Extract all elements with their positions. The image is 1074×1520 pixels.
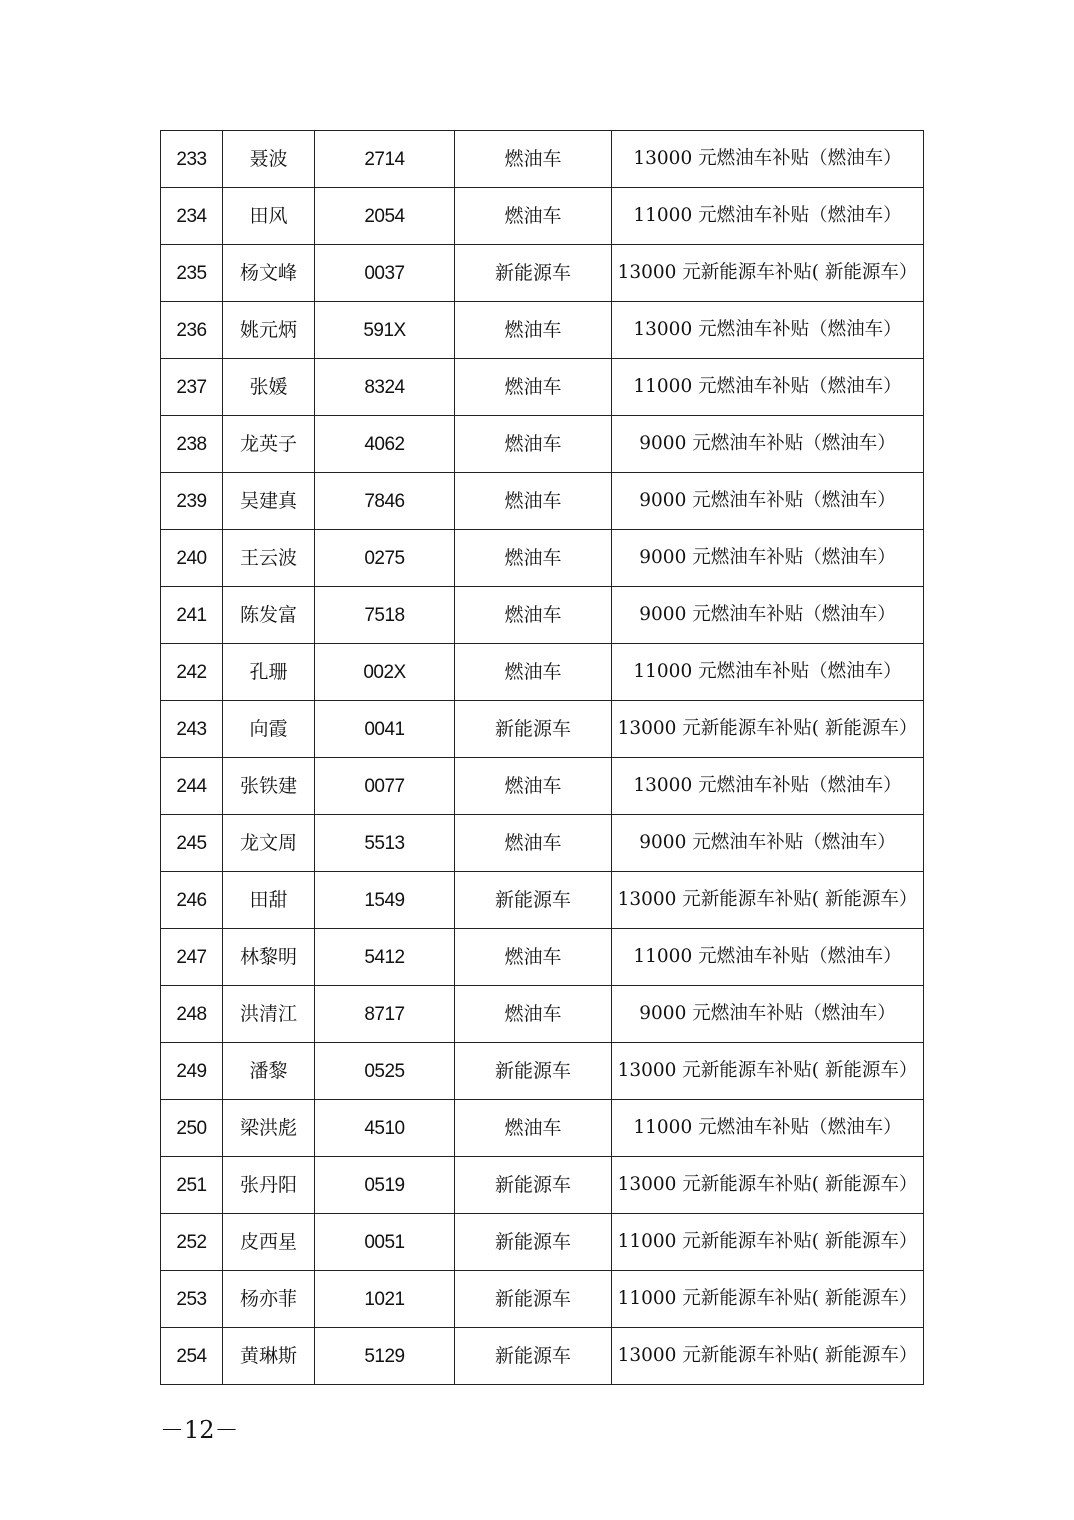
name-cell: 潘黎 [223,1043,315,1100]
name-cell: 林黎明 [223,929,315,986]
row-number-cell: 253 [161,1271,223,1328]
id-suffix-cell: 002X [315,644,455,701]
row-number-cell: 241 [161,587,223,644]
id-suffix-cell: 0037 [315,245,455,302]
table-row [161,473,924,530]
name-cell: 姚元炳 [223,302,315,359]
name-cell: 张丹阳 [223,1157,315,1214]
name-cell: 张媛 [223,359,315,416]
id-suffix-cell: 2714 [315,131,455,188]
subsidy-cell: 13000 元新能源车补贴( 新能源车） [612,701,924,758]
id-suffix-cell: 0519 [315,1157,455,1214]
row-number-cell: 248 [161,986,223,1043]
row-number-cell: 250 [161,1100,223,1157]
vehicle-type-cell: 新能源车 [455,1271,612,1328]
vehicle-type-cell: 燃油车 [455,131,612,188]
vehicle-type-cell: 燃油车 [455,473,612,530]
page-number: －12－ [160,1416,239,1444]
subsidy-cell: 11000 元新能源车补贴( 新能源车） [612,1214,924,1271]
name-cell: 孔珊 [223,644,315,701]
table-row [161,1043,924,1100]
subsidy-cell: 9000 元燃油车补贴（燃油车） [612,473,924,530]
id-suffix-cell: 5412 [315,929,455,986]
row-number-cell: 247 [161,929,223,986]
id-suffix-cell: 7518 [315,587,455,644]
subsidy-cell: 9000 元燃油车补贴（燃油车） [612,530,924,587]
table-row [161,986,924,1043]
vehicle-type-cell: 新能源车 [455,1157,612,1214]
name-cell: 皮西星 [223,1214,315,1271]
table-row [161,245,924,302]
vehicle-type-cell: 燃油车 [455,986,612,1043]
id-suffix-cell: 0525 [315,1043,455,1100]
table-row [161,416,924,473]
id-suffix-cell: 4062 [315,416,455,473]
subsidy-cell: 11000 元燃油车补贴（燃油车） [612,188,924,245]
table-row [161,1328,924,1385]
table-row [161,302,924,359]
row-number-cell: 233 [161,131,223,188]
id-suffix-cell: 8717 [315,986,455,1043]
vehicle-type-cell: 新能源车 [455,1043,612,1100]
id-suffix-cell: 8324 [315,359,455,416]
table-row [161,758,924,815]
vehicle-type-cell: 燃油车 [455,416,612,473]
subsidy-cell: 13000 元新能源车补贴( 新能源车） [612,1328,924,1385]
name-cell: 龙英子 [223,416,315,473]
vehicle-type-cell: 燃油车 [455,188,612,245]
table-row [161,929,924,986]
table-row [161,1271,924,1328]
subsidy-cell: 11000 元新能源车补贴( 新能源车） [612,1271,924,1328]
id-suffix-cell: 5513 [315,815,455,872]
subsidy-cell: 13000 元燃油车补贴（燃油车） [612,302,924,359]
name-cell: 张铁建 [223,758,315,815]
vehicle-type-cell: 新能源车 [455,1328,612,1385]
table-row [161,587,924,644]
id-suffix-cell: 0275 [315,530,455,587]
row-number-cell: 243 [161,701,223,758]
id-suffix-cell: 4510 [315,1100,455,1157]
id-suffix-cell: 5129 [315,1328,455,1385]
id-suffix-cell: 0041 [315,701,455,758]
subsidy-cell: 13000 元燃油车补贴（燃油车） [612,758,924,815]
subsidy-cell: 13000 元新能源车补贴( 新能源车） [612,1157,924,1214]
vehicle-type-cell: 新能源车 [455,245,612,302]
subsidy-cell: 9000 元燃油车补贴（燃油车） [612,986,924,1043]
name-cell: 吴建真 [223,473,315,530]
vehicle-type-cell: 燃油车 [455,644,612,701]
subsidy-cell: 11000 元燃油车补贴（燃油车） [612,359,924,416]
id-suffix-cell: 2054 [315,188,455,245]
id-suffix-cell: 0077 [315,758,455,815]
row-number-cell: 251 [161,1157,223,1214]
row-number-cell: 234 [161,188,223,245]
row-number-cell: 235 [161,245,223,302]
id-suffix-cell: 0051 [315,1214,455,1271]
subsidy-cell: 11000 元燃油车补贴（燃油车） [612,1100,924,1157]
id-suffix-cell: 1021 [315,1271,455,1328]
vehicle-type-cell: 燃油车 [455,587,612,644]
name-cell: 梁洪彪 [223,1100,315,1157]
table-row [161,701,924,758]
row-number-cell: 254 [161,1328,223,1385]
table-row [161,1157,924,1214]
subsidy-cell: 9000 元燃油车补贴（燃油车） [612,587,924,644]
name-cell: 田风 [223,188,315,245]
subsidy-cell: 13000 元新能源车补贴( 新能源车） [612,245,924,302]
row-number-cell: 239 [161,473,223,530]
row-number-cell: 240 [161,530,223,587]
row-number-cell: 238 [161,416,223,473]
vehicle-type-cell: 新能源车 [455,1214,612,1271]
subsidy-cell: 9000 元燃油车补贴（燃油车） [612,416,924,473]
table-row [161,1100,924,1157]
row-number-cell: 244 [161,758,223,815]
table-row [161,1214,924,1271]
table-row [161,644,924,701]
vehicle-type-cell: 新能源车 [455,872,612,929]
table-row [161,872,924,929]
row-number-cell: 249 [161,1043,223,1100]
name-cell: 陈发富 [223,587,315,644]
name-cell: 杨文峰 [223,245,315,302]
vehicle-type-cell: 燃油车 [455,359,612,416]
name-cell: 洪清江 [223,986,315,1043]
id-suffix-cell: 7846 [315,473,455,530]
table-body [161,131,924,1385]
name-cell: 黄琳斯 [223,1328,315,1385]
subsidy-table [160,130,924,1385]
name-cell: 杨亦菲 [223,1271,315,1328]
table-row [161,359,924,416]
row-number-cell: 237 [161,359,223,416]
vehicle-type-cell: 燃油车 [455,815,612,872]
name-cell: 田甜 [223,872,315,929]
vehicle-type-cell: 新能源车 [455,701,612,758]
subsidy-cell: 13000 元新能源车补贴( 新能源车） [612,872,924,929]
row-number-cell: 246 [161,872,223,929]
subsidy-cell: 9000 元燃油车补贴（燃油车） [612,815,924,872]
vehicle-type-cell: 燃油车 [455,302,612,359]
row-number-cell: 252 [161,1214,223,1271]
vehicle-type-cell: 燃油车 [455,530,612,587]
vehicle-type-cell: 燃油车 [455,1100,612,1157]
vehicle-type-cell: 燃油车 [455,929,612,986]
table-row [161,131,924,188]
vehicle-type-cell: 燃油车 [455,758,612,815]
name-cell: 向霞 [223,701,315,758]
id-suffix-cell: 591X [315,302,455,359]
table-row [161,530,924,587]
row-number-cell: 242 [161,644,223,701]
id-suffix-cell: 1549 [315,872,455,929]
row-number-cell: 245 [161,815,223,872]
subsidy-cell: 11000 元燃油车补贴（燃油车） [612,929,924,986]
table-row [161,815,924,872]
row-number-cell: 236 [161,302,223,359]
subsidy-cell: 13000 元燃油车补贴（燃油车） [612,131,924,188]
name-cell: 聂波 [223,131,315,188]
table-row [161,188,924,245]
subsidy-cell: 11000 元燃油车补贴（燃油车） [612,644,924,701]
name-cell: 王云波 [223,530,315,587]
name-cell: 龙文周 [223,815,315,872]
subsidy-cell: 13000 元新能源车补贴( 新能源车） [612,1043,924,1100]
